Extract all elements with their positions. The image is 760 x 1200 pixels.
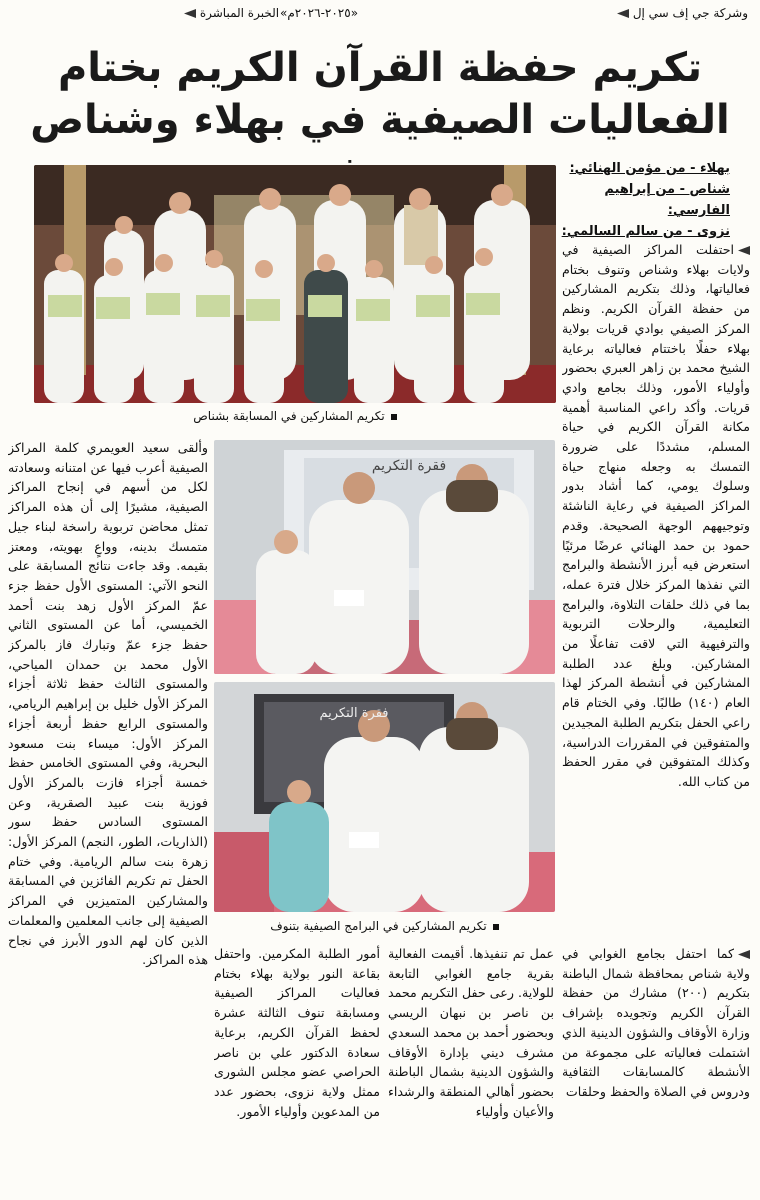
headline-line1: تكريم حفظة القرآن الكريم بختام (57, 45, 703, 91)
article-column-leftmid-bottom (214, 944, 380, 1174)
photo2-board-title: فقرة التكريم (371, 458, 447, 474)
byline-bahla: بهلاء - من مؤمن الهنائي: (569, 161, 730, 176)
ceremony-photo-girl (214, 682, 555, 912)
article-column-right (562, 240, 750, 936)
group-photo (34, 165, 556, 403)
article-column-mid-bottom (388, 944, 554, 1174)
page-header (0, 0, 760, 28)
group-photo-image (34, 165, 556, 403)
article-column-left (8, 438, 208, 1168)
byline-nizwa: نزوى - من سالم السالمي: (561, 224, 730, 239)
photo1-caption-text: تكريم المشاركين في المسابقة بشناص (193, 409, 385, 423)
byline-shinas: شناص - من إبراهيم الفارسي: (604, 182, 730, 218)
photo3-caption-text: تكريم المشاركين في البرامج الصيفية بتنوف (270, 919, 487, 933)
header-right (613, 6, 748, 20)
article-right-text: احتفلت المراكز الصيفية في ولايات بهلاء وشناص وتنوف بختام فعالياتها، وذلك بتكريم المشاركين من حفظة القرآن الكريم. ونظم المركز الصيفي بوادي قريات بولاية بهلاء حفلًا باختتام فعالياته برعاية الشيخ محمد بن زاهر العبري بحضور وأولياء الأمور، وذلك بجامع وادي قريات. وأكد راعي المناسبة أهمية مكانة القرآن الكريم في حياة المسلم، مشددًا على ضرورة التمسك به وجعله منهاج حياة وسلوك يومي، كما أشاد بدور المراكز الصيفية في رعاية الناشئة وتوجيههم الوجهة الصحيحة. وقدم حمود بن حمد الهنائي عرضًا مرئيًا استعرض فيه أبرز الأنشطة والبرامج التي نفذها المركز خلال فترة عمله، بما في ذلك حلقات التلاوة، والبرامج التعليمية، والرحلات التربوية والترفيهية التي لاقت تفاعلًا من المشاركين. وبلغ عدد الطلبة المشاركين في أنشطة المركز لهذا العام (١٤٠) طالبًا. وفي الختام قام راعي الحفل بتكريم الطلبة المجيدين والمتفوقين في المقررات الدراسية، وكذلك المتفوقين في مقرر الحفظ من كتاب الله. (562, 242, 750, 789)
arrow-icon (738, 246, 750, 255)
headline-line2: الفعاليات الصيفية في بهلاء وشناص (30, 97, 730, 143)
header-left-text: الخبرة المباشرة (199, 6, 280, 20)
ceremony-photo-boy (214, 440, 555, 674)
bullet-square-icon (391, 414, 397, 420)
article-right-bottom-text: كما احتفل بجامع الغوابي في ولاية شناص بمحافظة شمال الباطنة بتكريم (٢٠٠) مشارك من حفظة القرآن الكريم وتجويده بإشراف وزارة الأوقاف والشؤون الدينية الذي اشتملت فعالياته على مجموعة من الأنشطة كالمسابقات الثقافية ودروس في الصلاة والحفظ وحلقات (562, 946, 750, 1099)
photo1-caption (34, 408, 556, 424)
ceremony-photo-boy-image (214, 440, 555, 674)
article-leftmid-bottom-text: أمور الطلبة المكرمين. واحتفل بقاعة النور بولاية بهلاء بختام فعاليات المراكز الصيفية ومسابقة تنوف الثالثة عشرة لحفظ القرآن الكريم، برعاية سعادة الدكتور علي بن ناصر الحراصي عضو مجلس الشورى ممثل ولاية نزوى، بحضور عدد من المدعوين وأولياء الأمور. (214, 946, 380, 1119)
article-mid-bottom-text: عمل تم تنفيذها. أقيمت الفعالية بقرية جامع الغوابي التابعة للولاية. رعى حفل التكريم محمد بن ناصر بن نبهان الريسي وبحضور أحمد بن محمد السعدي مشرف ديني بإدارة الأوقاف والشؤون الدينية بشمال الباطنة بحضور أهالي المنطقة والرشداء والأعيان وأولياء (388, 946, 554, 1119)
arrow-icon (617, 9, 629, 18)
arrow-icon (184, 9, 196, 18)
header-date: «٢٠٢٥-٢٠٢٦م» (280, 6, 359, 20)
bullet-square-icon (493, 924, 499, 930)
article-left-text: وألقى سعيد العويمري كلمة المراكز الصيفية أعرب فيها عن امتنانه وسعادته لكل من أسهم في إنجاح المراكز الصيفية، مشيرًا إلى أن هذه المراكز تمثل محاضن تربوية راسخة لبناء جيل متمسك بدينه، وواعٍ بهويته، ومعتز بقيمه. وقد جاءت نتائج المسابقة على النحو الآتي: المستوى الأول حفظ جزء عمّ المركز الأول زهد بنت أحمد الخميسي، أما عن المستوى الثاني حفظ جزء عمّ وتبارك فاز بالمركز الأول محمد بن حمدان المياحي، والمستوى الثالث حفظ ثلاثة أجزاء المركز الأول خليل بن إبراهيم الريامي، والمستوى الرابع حفظ أربعة أجزاء المركز الأول: ميساء بنت مسعود البحرية، وفي المستوى الخامس حفظ خمسة أجزاء فازت بالمركز الأول فوزية بنت عبيد الصقرية، وعن المستوى السادس حفظ سور (الذاريات، الطور، النجم) المركز الأول: زهرة بنت سالم الريامية. وفي ختام الحفل تم تكريم الفائزين في المسابقة والمشاركين المتميزين في المراكز الصيفية إلى جانب المعلمين والمعلمات الذين كان لهم الدور الأبرز في نجاح هذه المراكز. (8, 440, 208, 968)
arrow-icon (738, 950, 750, 959)
photo3-caption (214, 918, 555, 934)
photo3-board-title: فقرة التكريم (319, 706, 389, 721)
article-column-right-bottom (562, 944, 750, 1174)
header-right-text: وشركة جي إف سي إل (632, 6, 748, 20)
bylines (560, 158, 730, 242)
header-left (180, 6, 279, 20)
